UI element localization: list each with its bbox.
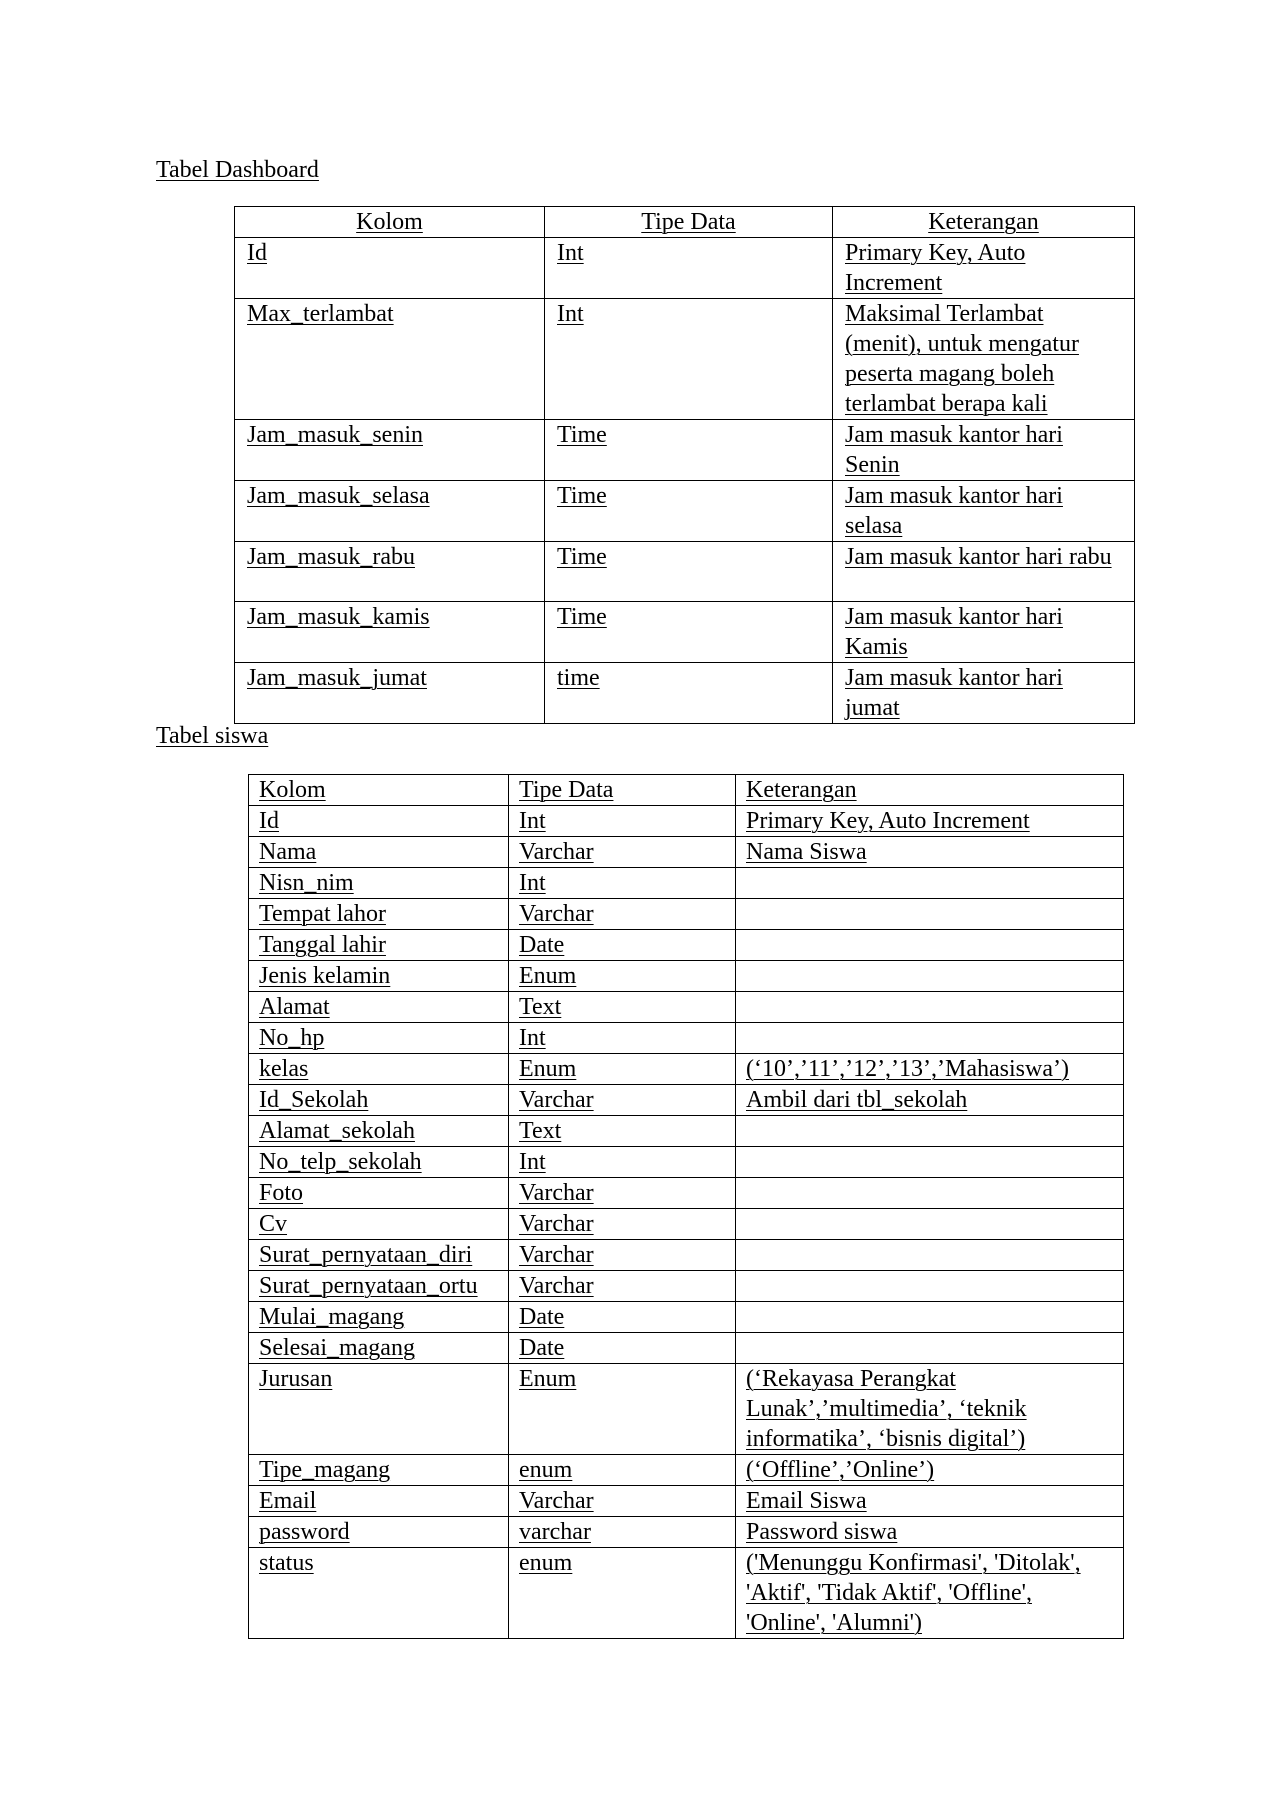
cell-tipe-data: Text (509, 992, 736, 1023)
cell-keterangan: (‘10’,’11’,’12’,’13’,’Mahasiswa’) (736, 1054, 1124, 1085)
table-row (235, 238, 1135, 299)
dashboard-table-caption: Tabel Dashboard (156, 157, 319, 183)
table-row (249, 1240, 1124, 1271)
cell-tipe-data: Int (509, 1147, 736, 1178)
cell-keterangan (736, 961, 1124, 992)
cell-kolom: Tanggal lahir (249, 930, 509, 961)
table-row (235, 420, 1135, 481)
table-row (235, 481, 1135, 542)
header-keterangan: Keterangan (833, 207, 1135, 238)
cell-kolom: Jam_masuk_senin (235, 420, 545, 481)
table-row (249, 961, 1124, 992)
cell-keterangan: Nama Siswa (736, 837, 1124, 868)
cell-keterangan (736, 1240, 1124, 1271)
table-row (249, 1455, 1124, 1486)
cell-kolom: Max_terlambat (235, 299, 545, 420)
cell-kolom: Foto (249, 1178, 509, 1209)
cell-tipe-data: Int (509, 806, 736, 837)
cell-tipe-data: Int (545, 238, 833, 299)
table-row (249, 1271, 1124, 1302)
table-row (249, 1147, 1124, 1178)
cell-tipe-data: Varchar (509, 1271, 736, 1302)
cell-keterangan (736, 1116, 1124, 1147)
cell-tipe-data: Enum (509, 961, 736, 992)
cell-tipe-data: Varchar (509, 1085, 736, 1116)
dashboard-header-row (235, 207, 1135, 238)
cell-keterangan: (‘Offline’,’Online’) (736, 1455, 1124, 1486)
cell-tipe-data: Time (545, 481, 833, 542)
cell-tipe-data: Date (509, 1302, 736, 1333)
cell-keterangan: Maksimal Terlambat (menit), untuk mengatur peserta magang boleh terlambat berapa kali (833, 299, 1135, 420)
cell-kolom: password (249, 1517, 509, 1548)
header-kolom: Kolom (235, 207, 545, 238)
cell-keterangan (736, 1023, 1124, 1054)
cell-kolom: Jam_masuk_jumat (235, 663, 545, 724)
cell-tipe-data: Date (509, 1333, 736, 1364)
table-row (249, 1178, 1124, 1209)
cell-tipe-data: Date (509, 930, 736, 961)
table-row (235, 299, 1135, 420)
cell-tipe-data: Varchar (509, 899, 736, 930)
table-row (249, 930, 1124, 961)
cell-tipe-data: Time (545, 420, 833, 481)
cell-kolom: No_hp (249, 1023, 509, 1054)
cell-keterangan (736, 1147, 1124, 1178)
cell-tipe-data: Time (545, 602, 833, 663)
cell-keterangan: Ambil dari tbl_sekolah (736, 1085, 1124, 1116)
cell-kolom: Nama (249, 837, 509, 868)
cell-keterangan: Jam masuk kantor hari selasa (833, 481, 1135, 542)
table-row (249, 992, 1124, 1023)
table-row (249, 1116, 1124, 1147)
cell-keterangan: Jam masuk kantor hari Senin (833, 420, 1135, 481)
cell-tipe-data: Text (509, 1116, 736, 1147)
cell-keterangan (736, 899, 1124, 930)
cell-tipe-data: enum (509, 1455, 736, 1486)
cell-tipe-data: Varchar (509, 837, 736, 868)
table-row (235, 542, 1135, 602)
table-row (249, 1517, 1124, 1548)
table-row (249, 1364, 1124, 1455)
table-row (235, 602, 1135, 663)
cell-keterangan: ('Menunggu Konfirmasi', 'Ditolak', 'Aktif', 'Tidak Aktif', 'Offline', 'Online', 'Alumni') (736, 1548, 1124, 1639)
cell-tipe-data: Int (545, 299, 833, 420)
cell-kolom: status (249, 1548, 509, 1639)
cell-keterangan (736, 1209, 1124, 1240)
siswa-header-row (249, 775, 1124, 806)
cell-kolom: Jenis kelamin (249, 961, 509, 992)
cell-keterangan: Jam masuk kantor hari Kamis (833, 602, 1135, 663)
table-row (249, 806, 1124, 837)
cell-tipe-data: Varchar (509, 1178, 736, 1209)
cell-keterangan (736, 1271, 1124, 1302)
cell-keterangan: Primary Key, Auto Increment (736, 806, 1124, 837)
cell-kolom: Surat_pernyataan_diri (249, 1240, 509, 1271)
cell-tipe-data: Enum (509, 1364, 736, 1455)
cell-tipe-data: Int (509, 868, 736, 899)
cell-keterangan: Password siswa (736, 1517, 1124, 1548)
header-keterangan: Keterangan (736, 775, 1124, 806)
cell-keterangan: (‘Rekayasa Perangkat Lunak’,’multimedia’, ‘teknik informatika’, ‘bisnis digital’) (736, 1364, 1124, 1455)
cell-kolom: Jam_masuk_rabu (235, 542, 545, 602)
cell-keterangan: Jam masuk kantor hari rabu (833, 542, 1135, 602)
cell-kolom: Id (249, 806, 509, 837)
cell-keterangan: Jam masuk kantor hari jumat (833, 663, 1135, 724)
table-row (249, 1209, 1124, 1240)
cell-tipe-data: Int (509, 1023, 736, 1054)
table-row (249, 1486, 1124, 1517)
siswa-table (248, 774, 1124, 1639)
cell-kolom: Id_Sekolah (249, 1085, 509, 1116)
cell-keterangan (736, 1302, 1124, 1333)
cell-kolom: Tipe_magang (249, 1455, 509, 1486)
cell-tipe-data: Varchar (509, 1486, 736, 1517)
cell-kolom: Jurusan (249, 1364, 509, 1455)
cell-kolom: Tempat lahor (249, 899, 509, 930)
siswa-table-caption: Tabel siswa (156, 723, 269, 749)
cell-kolom: Id (235, 238, 545, 299)
cell-keterangan: Primary Key, Auto Increment (833, 238, 1135, 299)
table-row (249, 1054, 1124, 1085)
cell-keterangan (736, 868, 1124, 899)
header-tipe-data: Tipe Data (545, 207, 833, 238)
table-row (249, 1333, 1124, 1364)
cell-kolom: Jam_masuk_selasa (235, 481, 545, 542)
header-kolom: Kolom (249, 775, 509, 806)
cell-kolom: Email (249, 1486, 509, 1517)
header-tipe-data: Tipe Data (509, 775, 736, 806)
cell-tipe-data: Time (545, 542, 833, 602)
table-row (235, 663, 1135, 724)
cell-kolom: Cv (249, 1209, 509, 1240)
table-row (249, 837, 1124, 868)
table-row (249, 1085, 1124, 1116)
cell-kolom: Mulai_magang (249, 1302, 509, 1333)
cell-kolom: No_telp_sekolah (249, 1147, 509, 1178)
cell-keterangan (736, 1178, 1124, 1209)
cell-keterangan: Email Siswa (736, 1486, 1124, 1517)
cell-tipe-data: Varchar (509, 1209, 736, 1240)
cell-kolom: Nisn_nim (249, 868, 509, 899)
dashboard-table (234, 206, 1135, 724)
cell-kolom: Alamat_sekolah (249, 1116, 509, 1147)
cell-tipe-data: time (545, 663, 833, 724)
table-row (249, 1302, 1124, 1333)
cell-kolom: Surat_pernyataan_ortu (249, 1271, 509, 1302)
cell-keterangan (736, 930, 1124, 961)
table-row (249, 899, 1124, 930)
cell-kolom: kelas (249, 1054, 509, 1085)
cell-keterangan (736, 1333, 1124, 1364)
cell-keterangan (736, 992, 1124, 1023)
cell-kolom: Selesai_magang (249, 1333, 509, 1364)
table-row (249, 1023, 1124, 1054)
table-row (249, 868, 1124, 899)
cell-tipe-data: varchar (509, 1517, 736, 1548)
cell-tipe-data: Enum (509, 1054, 736, 1085)
cell-kolom: Alamat (249, 992, 509, 1023)
table-row (249, 1548, 1124, 1639)
cell-kolom: Jam_masuk_kamis (235, 602, 545, 663)
cell-tipe-data: Varchar (509, 1240, 736, 1271)
cell-tipe-data: enum (509, 1548, 736, 1639)
